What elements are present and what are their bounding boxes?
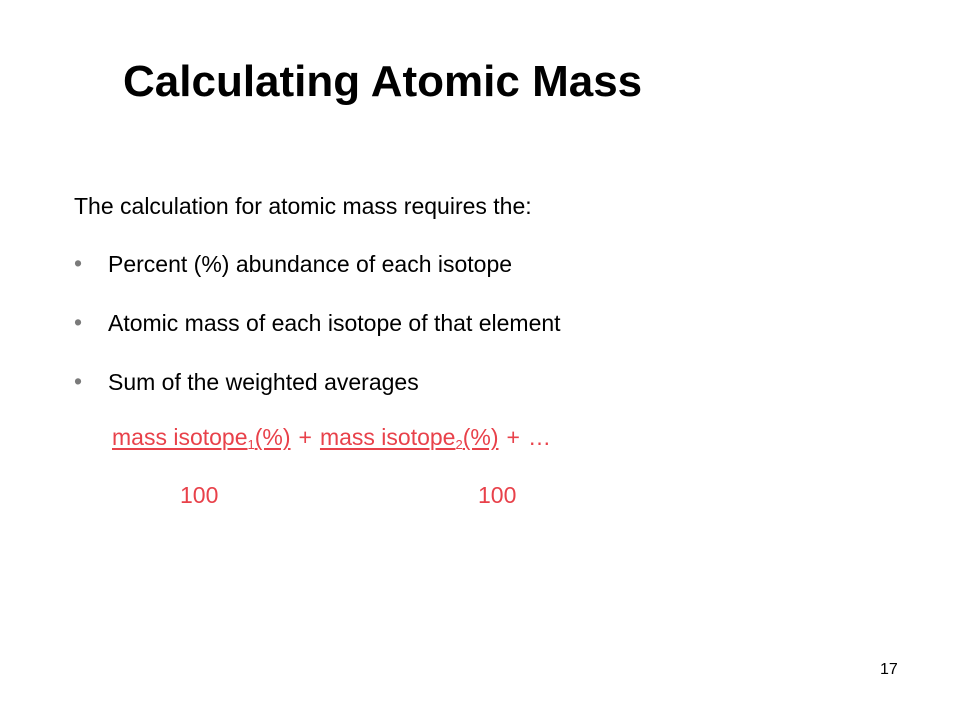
formula-term-1 bbox=[112, 424, 291, 450]
plus-operator: + bbox=[298, 424, 312, 450]
formula-denominator-2: 100 bbox=[478, 482, 517, 508]
term-2-percent: (%) bbox=[462, 424, 499, 450]
page-number: 17 bbox=[880, 661, 898, 678]
bullet-item-sum bbox=[74, 369, 561, 428]
bullet-marker: • bbox=[74, 309, 83, 335]
bullet-marker: • bbox=[74, 368, 83, 394]
term-1-subscript: 1 bbox=[247, 437, 255, 452]
term-1-percent: (%) bbox=[254, 424, 291, 450]
bullet-text: Sum of the weighted averages bbox=[108, 369, 419, 395]
bullet-marker: • bbox=[74, 250, 83, 276]
bullet-text: Percent (%) abundance of each isotope bbox=[108, 251, 513, 277]
slide-title: Calculating Atomic Mass bbox=[123, 57, 643, 106]
formula-denominator-1: 100 bbox=[180, 482, 219, 508]
bullet-item-atomic-mass bbox=[74, 310, 561, 369]
plus-operator: + bbox=[506, 424, 520, 450]
bullet-item-abundance bbox=[74, 251, 561, 310]
intro-text: The calculation for atomic mass requires the: bbox=[74, 193, 532, 219]
ellipsis: … bbox=[527, 424, 551, 450]
bullet-list bbox=[74, 251, 561, 428]
term-2-subscript: 2 bbox=[455, 437, 463, 452]
formula-numerator bbox=[112, 424, 551, 452]
bullet-text: Atomic mass of each isotope of that element bbox=[108, 310, 561, 336]
term-1-main: mass isotope bbox=[112, 424, 248, 450]
formula-term-2 bbox=[320, 424, 499, 450]
term-2-main: mass isotope bbox=[319, 424, 456, 450]
